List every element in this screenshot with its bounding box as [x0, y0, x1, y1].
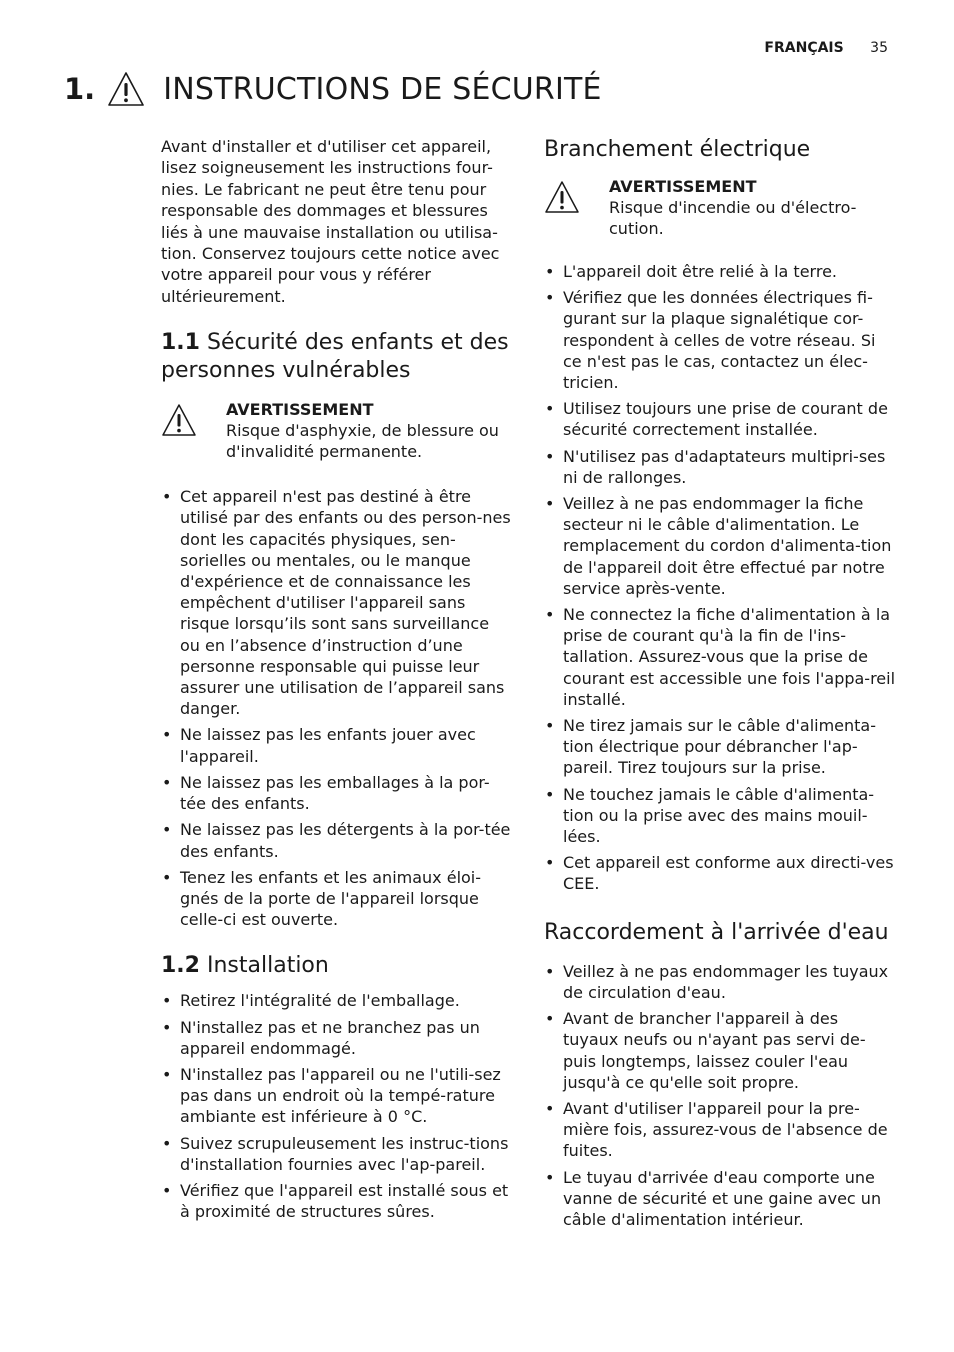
list-item: • N'utilisez pas d'adaptateurs multipri-ses ni de rallonges. [544, 446, 896, 488]
list-item: • L'appareil doit être relié à la terre. [544, 261, 896, 282]
list-item: • Vérifiez que les données électriques fi-gurant sur la plaque signalétique cor-respondent à celles de votre réseau. Si ce n'est pas le cas, contactez un élec-tricien. [544, 287, 896, 393]
page-header [764, 40, 888, 56]
warning-box [161, 399, 513, 462]
list-item: • Cet appareil n'est pas destiné à être utilisé par des enfants ou des person-nes dont les capacités physiques, sen-sorielles ou mentales, ou le manque d'expérience et de connaissance les empêchent d'utiliser l'appareil sans risque lorsqu’ils sont sans surveillance ou en l’absence d’instruction d’une personne responsable qui puisse leur assurer une utilisation de l’appareil sans danger. [161, 486, 513, 719]
bullet-list-water [544, 961, 896, 1230]
section-heading-water [544, 919, 896, 947]
list-item: • Ne laissez pas les détergents à la por-tée des enfants. [161, 819, 513, 861]
list-item: • Veillez à ne pas endommager la fiche secteur ni le câble d'alimentation. Le remplacement du cordon d'alimenta-tion de l'appareil doit être effectué par notre service après-vente. [544, 493, 896, 599]
list-item: • Ne connectez la fiche d'alimentation à la prise de courant qu'à la fin de l'ins-tallation. Assurez-vous que la prise de courant est accessible une fois l'appa-reil installé. [544, 604, 896, 710]
warning-text: Risque d'asphyxie, de blessure ou d'invalidité permanente. [226, 421, 499, 462]
section-title: Raccordement à l'arrivée d'eau [544, 919, 889, 945]
list-item: • Tenez les enfants et les animaux éloi-gnés de la porte de l'appareil lorsque celle-ci est ouverte. [161, 867, 513, 931]
bullet-list-electric [544, 261, 896, 895]
list-item: • Suivez scrupuleusement les instruc-tions d'installation fournies avec l'ap-pareil. [161, 1133, 513, 1175]
warning-triangle-icon [107, 71, 145, 107]
list-item: • Avant d'utiliser l'appareil pour la pre-mière fois, assurez-vous de l'absence de fuites. [544, 1098, 896, 1162]
chapter-heading [64, 66, 602, 112]
intro-paragraph: Avant d'installer et d'utiliser cet appareil, lisez soigneusement les instructions four-nies. Le fabricant ne peut être tenu pour responsable des dommages et blessures liés à une mauvaise installation ou utilisa-tion. Conservez toujours cette notice avec votre appareil pour vous y référer ultérieurement. [161, 137, 500, 306]
list-item: • Ne tirez jamais sur le câble d'alimenta-tion électrique pour débrancher l'ap-pareil. Tirez toujours sur la prise. [544, 715, 896, 779]
warning-text: Risque d'incendie ou d'électro-cution. [609, 198, 857, 238]
header-language: FRANÇAIS [764, 40, 844, 56]
bullet-list-installation [161, 990, 513, 1222]
section-heading-children [161, 329, 513, 385]
list-item: • N'installez pas et ne branchez pas un appareil endommagé. [161, 1017, 513, 1059]
list-item: • Cet appareil est conforme aux directi-ves CEE. [544, 852, 896, 894]
left-column [161, 136, 513, 1227]
section-number: 1.2 [161, 953, 200, 979]
list-item: • Ne laissez pas les enfants jouer avec l'appareil. [161, 724, 513, 766]
bullet-list-children [161, 486, 513, 930]
list-item: • Vérifiez que l'appareil est installé sous et à proximité de structures sûres. [161, 1180, 513, 1222]
list-item: • Ne laissez pas les emballages à la por-tée des enfants. [161, 772, 513, 814]
section-title: Installation [206, 953, 329, 979]
section-number: 1.1 [161, 330, 200, 356]
list-item: • Le tuyau d'arrivée d'eau comporte une vanne de sécurité et une gaine avec un câble d'alimentation intérieur. [544, 1167, 896, 1231]
section-heading-electric [544, 136, 896, 164]
section-heading-installation [161, 952, 513, 980]
list-item: • Utilisez toujours une prise de courant de sécurité correctement installée. [544, 398, 896, 440]
list-item: • N'installez pas l'appareil ou ne l'utili-sez pas dans un endroit où la tempé-rature ambiante est inférieure à 0 °C. [161, 1064, 513, 1128]
list-item: • Retirez l'intégralité de l'emballage. [161, 990, 513, 1011]
list-item: • Veillez à ne pas endommager les tuyaux de circulation d'eau. [544, 961, 896, 1003]
warning-box [544, 176, 896, 239]
chapter-number: 1. [64, 72, 96, 106]
warning-title: AVERTISSEMENT [226, 400, 374, 420]
chapter-title: INSTRUCTIONS DE SÉCURITÉ [163, 71, 602, 107]
section-title: Branchement électrique [544, 137, 811, 162]
section-title: Sécurité des enfants et des personnes vulnérables [161, 330, 509, 384]
list-item: • Avant de brancher l'appareil à des tuyaux neufs ou n'ayant pas servi de-puis longtemps, laissez couler l'eau jusqu'à ce qu'elle soit propre. [544, 1008, 896, 1093]
warning-title: AVERTISSEMENT [609, 177, 757, 196]
right-column [544, 136, 896, 1235]
list-item: • Ne touchez jamais le câble d'alimenta-tion ou la prise avec des mains mouil-lées. [544, 784, 896, 848]
warning-triangle-icon [544, 180, 580, 214]
page-number: 35 [870, 40, 888, 56]
warning-triangle-icon [161, 403, 197, 437]
